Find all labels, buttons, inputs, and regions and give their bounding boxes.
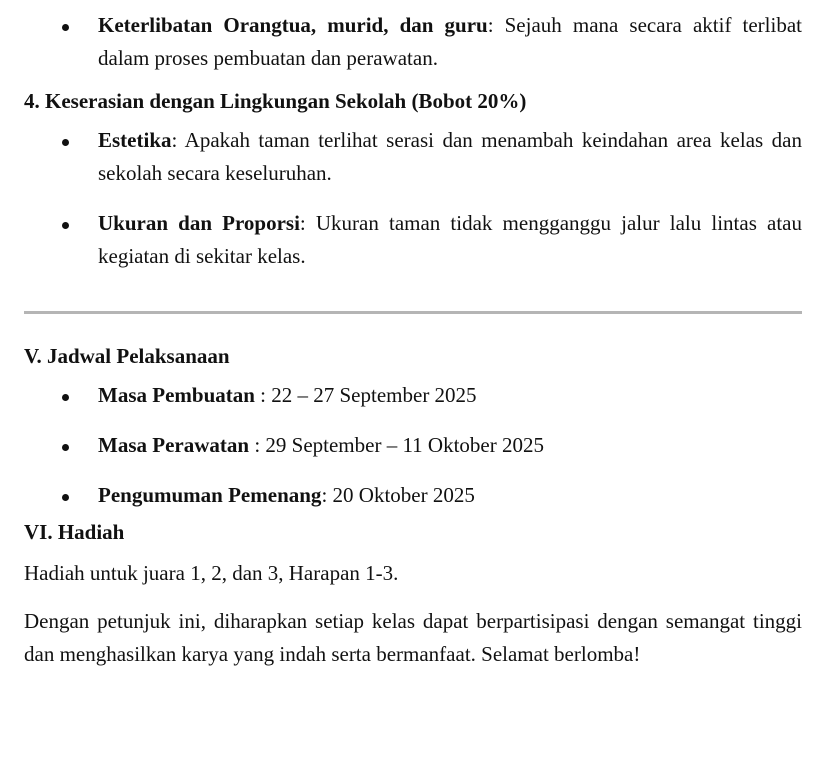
item-text: : 29 September – 11 Oktober 2025: [249, 433, 544, 457]
list-item: [24, 124, 802, 190]
section-divider: [24, 311, 802, 314]
section-heading: VI. Hadiah: [24, 520, 125, 544]
item-term: Masa Pembuatan: [98, 383, 255, 407]
keserasian-list: [24, 124, 802, 273]
bullet-icon: [62, 444, 69, 451]
list-item: [24, 379, 802, 412]
bullet-icon: [62, 24, 69, 31]
jadwal-list: [24, 379, 802, 512]
item-text: : Apakah taman terlihat serasi dan menambah keindahan area kelas dan sekolah secara keseluruhan.: [98, 128, 802, 185]
item-term: Estetika: [98, 128, 172, 152]
item-text: : 20 Oktober 2025: [321, 483, 475, 507]
list-item: [24, 429, 802, 462]
list-item: [24, 9, 802, 75]
item-text: : Sejauh mana secara aktif terlibat dalam proses pembuatan dan perawatan.: [98, 13, 802, 70]
closing-paragraph: Dengan petunjuk ini, diharapkan setiap kelas dapat berpartisipasi dengan semangat tinggi dan menghasilkan karya yang indah serta bermanfaat. Selamat berlomba!: [24, 609, 802, 666]
item-text: : Ukuran taman tidak mengganggu jalur lalu lintas atau kegiatan di sekitar kelas.: [98, 211, 802, 268]
list-item: [24, 479, 802, 512]
partisipasi-list: [24, 9, 802, 75]
item-term: Masa Perawatan: [98, 433, 250, 457]
bullet-icon: [62, 139, 69, 146]
list-item: [24, 207, 802, 273]
bullet-icon: [62, 494, 69, 501]
section-heading: 4. Keserasian dengan Lingkungan Sekolah (Bobot 20%): [24, 89, 527, 113]
item-term: Pengumuman Pemenang: [98, 483, 322, 507]
item-term: Keterlibatan Orangtua, murid, dan guru: [98, 13, 488, 37]
bullet-icon: [62, 222, 69, 229]
item-text: : 22 – 27 September 2025: [254, 383, 477, 407]
item-term: Ukuran dan Proporsi: [98, 211, 300, 235]
hadiah-paragraph: Hadiah untuk juara 1, 2, dan 3, Harapan 1-3.: [24, 561, 399, 585]
bullet-icon: [62, 394, 69, 401]
section-heading: V. Jadwal Pelaksanaan: [24, 344, 230, 368]
